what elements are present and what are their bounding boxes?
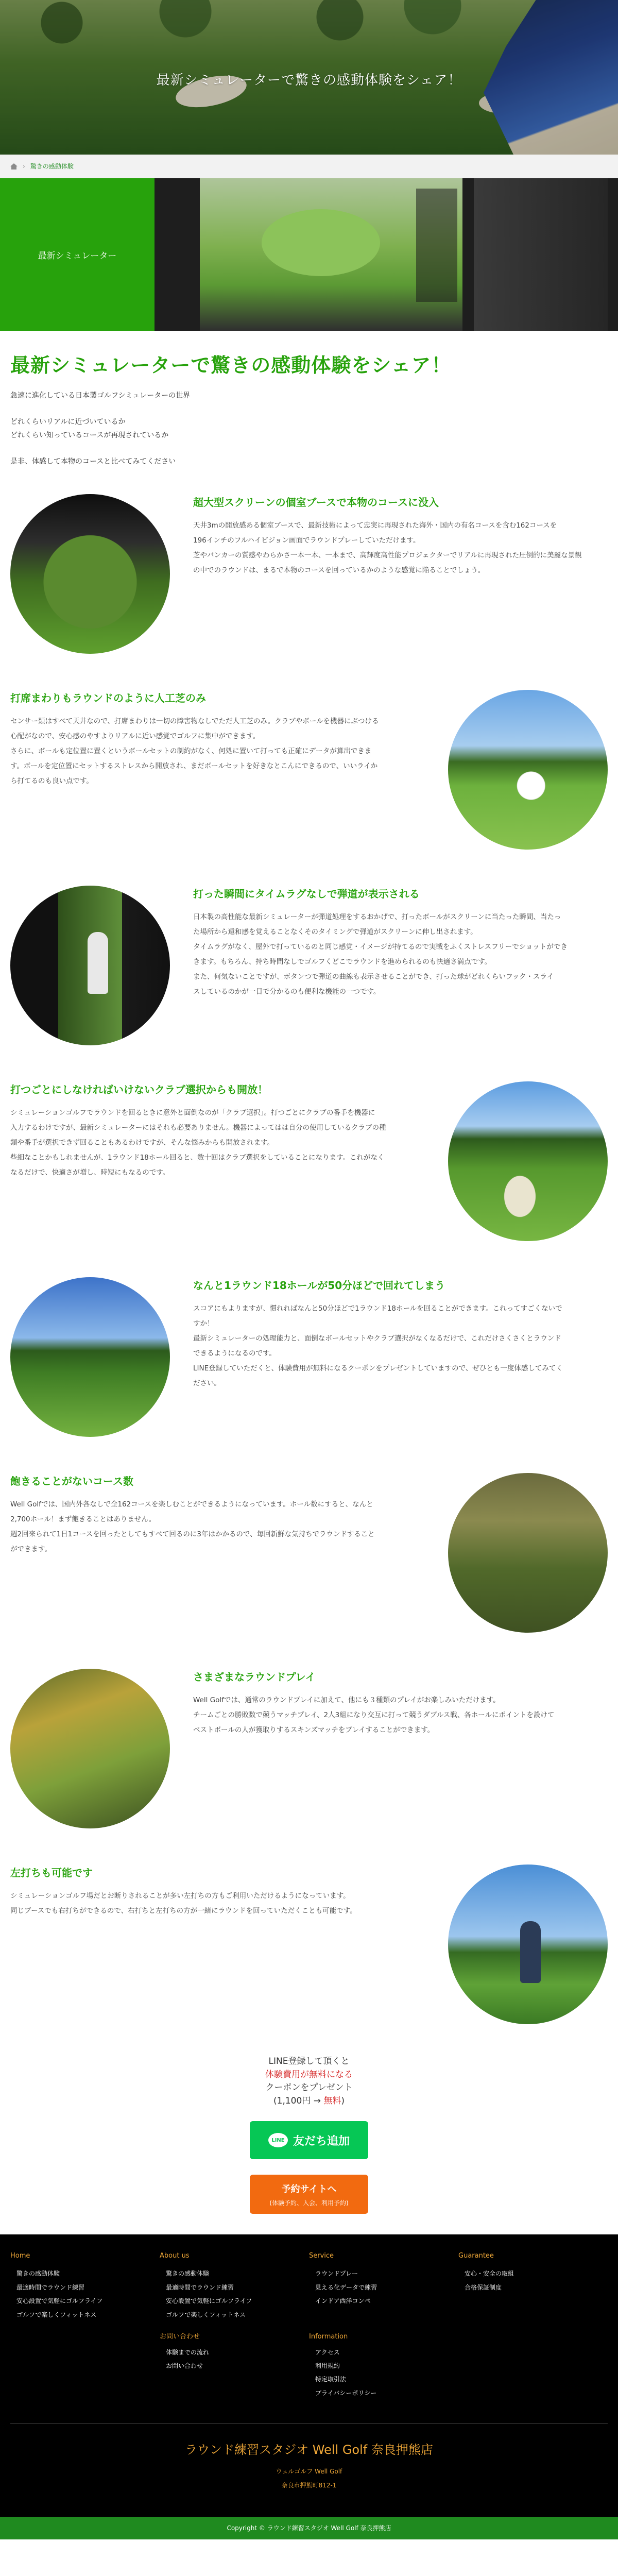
feature-text: タイムラグがなく、屋外で打っているのと同じ感覚・イメージが持てるので実戦をふくストレスフリーでショットができ <box>193 943 568 952</box>
footer-heading: Home <box>10 2252 30 2260</box>
screen-fairway <box>262 209 380 276</box>
breadcrumb-separator: › <box>23 162 25 170</box>
feature-text: シミュレーションゴルフでラウンドを回るときに意外と面倒なのが「クラブ選択」。打つごとにクラブの番手を機器に <box>10 1109 375 1117</box>
reserve-button[interactable] <box>250 2175 368 2214</box>
footer-brand: ラウンド練習スタジオ Well Golf 奈良押熊店 <box>185 2443 433 2458</box>
footer-link[interactable]: 体験までの流れ <box>166 2348 210 2356</box>
feature-image <box>10 1277 170 1437</box>
footer-link[interactable]: インドア西洋コンペ <box>315 2297 371 2305</box>
feature-title: 打つごとにしなければいけないクラブ選択からも開放！ <box>10 1083 268 1096</box>
golfer-figure <box>88 932 108 994</box>
feature-text: 芝やバンカーの質感やわらかさ一本一本、一本まで、高輝度高性能プロジェクターでリアルに再現された圧倒的に美麗な景観 <box>193 551 582 560</box>
feature-text: 2,700ホール！まず飽きることはありません。 <box>10 1515 156 1524</box>
price-before: (1,100円 → <box>273 2095 324 2106</box>
feature-turf <box>0 680 618 875</box>
feature-text: できるようになるのです。 <box>193 1349 276 1358</box>
footer-link[interactable]: 見える化データで練習 <box>315 2283 377 2291</box>
intro-text: 急速に進化している日本製ゴルフシミュレーターの世界 <box>10 392 191 400</box>
feature-text: の中でのラウンドは、まるで本物のコースを回っているかのような感覚に陥ることでしょう。 <box>193 566 485 575</box>
footer-link[interactable]: 合格保証制度 <box>465 2283 502 2291</box>
cta-price <box>0 2095 618 2108</box>
feature-text: さらに、ボールも定位置に置くというボールセットの制約がなく、何処に置いて打っても正確にデータが算出できま <box>10 747 372 756</box>
intro-text: どれくらい知っているコースが再現されているか <box>10 431 169 440</box>
feature-image <box>10 886 170 1045</box>
footer-link[interactable]: 利用規約 <box>315 2362 340 2369</box>
footer-col-home <box>10 2252 160 2400</box>
cta <box>0 2050 618 2234</box>
footer-brand-sub: ウェルゴルフ Well Golf <box>276 2468 342 2476</box>
feature-image <box>10 494 170 654</box>
feature-image <box>448 1865 608 2024</box>
feature-text: センサー類はすべて天井なので、打席まわりは一切の障害物なしでただ人工芝のみ。クラブやボールを機器にぶつける <box>10 717 379 726</box>
feature-text: LINE登録していただくと、体験費用が無料になるクーポンをプレゼントしていますので、ぜひとも一度体感してみてく <box>193 1364 563 1373</box>
feature-text: なるだけで、快適さが増し、時短にもなるのです。 <box>10 1168 170 1177</box>
feature-title: なんと1ラウンド18ホールが50分ほどで回れてしまう <box>193 1279 445 1292</box>
footer-link[interactable]: 最適時間でラウンド練習 <box>166 2283 234 2291</box>
feature-text: また、何気ないことですが、ボタンつで弾道の曲線も表示させることができ、打った球がどれくらいフック・スライ <box>193 973 554 981</box>
feature-trajectory <box>0 875 618 1071</box>
reserve-button-label: 予約サイトへ <box>281 2184 337 2195</box>
line-icon: LINE <box>268 2133 288 2147</box>
feature-image <box>10 1669 170 1828</box>
feature-text: きます。もちろん、持ち時間なしでゴルフくどこでラウンドを進められるのも快適さ満点です。 <box>193 958 492 967</box>
feature-lefty <box>0 1854 618 2050</box>
breadcrumb <box>0 155 618 178</box>
hero-title: 最新シミュレーターで驚きの感動体験をシェア！ <box>156 73 462 88</box>
footer-link[interactable]: 特定取引法 <box>315 2376 347 2383</box>
feature-text: シミュレーションゴルフ場だとお断りされることが多い左打ちの方もご利用いただけるようになっています。 <box>10 1892 350 1901</box>
intro <box>0 331 618 473</box>
feature-title: 飽きることがないコース数 <box>10 1475 133 1488</box>
home-icon[interactable] <box>10 163 18 170</box>
feature-text: Well Golfでは、国内外各なしで全162コースを楽しむことができるようになっています。ホール数にすると、なんと <box>10 1500 373 1509</box>
feature-text: 同じブースでも右打ちができるので、右打ちと左打ちの方が一緒にラウンドを回っていただくことも可能です。 <box>10 1907 357 1916</box>
feature-text: 心配がなので、安心感のやすよりリアルに近い感覚でゴルフに集中ができます。 <box>10 732 260 741</box>
feature-text: 類や番手が選択できず回ることもあるわけですが、そんな悩みからも開放されます。 <box>10 1139 274 1147</box>
feature-image <box>448 1081 608 1241</box>
footer-heading: Service <box>309 2252 334 2260</box>
footer-link[interactable]: プライバシーポリシー <box>315 2389 377 2397</box>
price-after: ) <box>341 2095 345 2106</box>
feature-text: 最新シミュレーターの処理能力と、面倒なボールセットやクラブ選択がなくなるだけで、これだけさくさくとラウンド <box>193 1334 561 1343</box>
simulator-screen <box>200 178 462 331</box>
footer-link[interactable]: ラウンドプレー <box>315 2270 358 2278</box>
feature-text: すか！ <box>193 1319 214 1328</box>
banner-image <box>154 178 618 331</box>
footer-link[interactable]: 安心設置で気軽にゴルフライフ <box>16 2297 103 2305</box>
feature-title: 打席まわりもラウンドのように人工芝のみ <box>10 692 206 705</box>
feature-text: 196インチのフルハイビジョン画面でラウンドプレーしていただけます。 <box>193 536 420 545</box>
hero <box>0 0 618 155</box>
footer-heading: About us <box>160 2252 190 2260</box>
feature-text: ださい。 <box>193 1379 221 1388</box>
feature-speed <box>0 1267 618 1463</box>
feature-title: さまざまなラウンドプレイ <box>193 1671 316 1684</box>
line-button-label: 友だち追加 <box>293 2134 350 2148</box>
footer-link[interactable]: ゴルフで楽しくフィットネス <box>166 2311 246 2318</box>
feature-title: 左打ちも可能です <box>10 1867 93 1879</box>
feature-image <box>448 1473 608 1633</box>
feature-text: Well Golfでは、通常のラウンドプレイに加えて、他にも３種類のプレイがお楽しみいただけます。 <box>193 1696 500 1705</box>
copyright: Copyright © ラウンド練習スタジオ Well Golf 奈良押熊店 <box>0 2517 618 2539</box>
footer <box>0 2234 618 2539</box>
feature-image <box>448 690 608 850</box>
feature-text: 天井3mの開放感ある個室ブースで、最新技術によって忠実に再現された海外・国内の有名コースを含む162コースを <box>193 521 557 530</box>
cta-line3: クーポンをプレゼント <box>265 2082 353 2093</box>
screen-panel <box>416 189 457 302</box>
footer-col-about <box>160 2252 309 2400</box>
breadcrumb-current: 驚きの感動体験 <box>30 163 74 170</box>
footer-link[interactable]: お問い合わせ <box>166 2362 203 2370</box>
booth-wall <box>474 178 608 331</box>
feature-text: スコアにもよりますが、慣れればなんと50分ほどで1ラウンド18ホールを回ることができます。これってすごくないで <box>193 1304 562 1313</box>
footer-link[interactable]: 驚きの感動体験 <box>166 2270 210 2278</box>
reserve-button-sub: (体験予約、入会、利用予約) <box>269 2199 349 2207</box>
feature-text: チームごとの勝敗数で競うマッチプレイ、2人3組になり交互に打って競うダブルス戦、各ホールにポイントを設けて <box>193 1711 555 1720</box>
footer-link[interactable]: 安心・安全の取組 <box>465 2270 514 2278</box>
price-free: 無料 <box>323 2095 341 2106</box>
feature-courses <box>0 1463 618 1658</box>
cta-line1: LINE登録して頂くと <box>268 2056 350 2067</box>
section-banner <box>0 178 618 331</box>
feature-screen <box>0 484 618 680</box>
feature-text: た場所から遠和感を覚えることなくそのタイミングで弾道がスクリーンに伸し出されます。 <box>193 928 477 937</box>
feature-title: 超大型スクリーンの個室ブースで本物のコースに没入 <box>193 496 439 509</box>
feature-text: ら打てるのも良い点です。 <box>10 777 93 786</box>
feature-text: スしているのかが一目で分かるのも便利な機能の一つです。 <box>193 988 381 996</box>
footer-link[interactable]: 驚きの感動体験 <box>16 2270 60 2278</box>
banner-label: 最新シミュレーター <box>0 178 154 331</box>
footer-address: 奈良市押熊町812-1 <box>281 2481 337 2489</box>
line-add-friend-button[interactable] <box>250 2121 368 2159</box>
intro-heading: 最新シミュレーターで驚きの感動体験をシェア！ <box>10 354 452 377</box>
footer-col-service <box>309 2252 458 2400</box>
feature-text: 入力するわけですが、最新シミュレーターにはそれも必要ありません。機器によってはは自分の使用しているクラブの種 <box>10 1124 386 1132</box>
footer-heading: Information <box>309 2332 348 2341</box>
intro-text: どれくらいリアルに近づいているか <box>10 417 126 426</box>
footer-link[interactable]: ゴルフで楽しくフィットネス <box>16 2311 97 2318</box>
feature-text: 週2回来られて1日1コースを回ったとしてもすべて回るのに3年はかかるので、毎回新鮮な気持ちでラウンドすること <box>10 1530 375 1539</box>
golfer-figure <box>520 1921 541 1983</box>
feature-text: ベストボールの人が獲取りするスキンズマッチをプレイすることができます。 <box>193 1726 435 1735</box>
footer-link[interactable]: 最適時間でラウンド練習 <box>16 2283 85 2291</box>
footer-link[interactable]: アクセス <box>315 2348 340 2356</box>
feature-modes <box>0 1658 618 1854</box>
feature-text: す。ボールを定位置にセットするストレスから開放され、まだボールセットを好きなとこんにできるので、いいライか <box>10 762 378 771</box>
footer-heading: Guarantee <box>458 2252 494 2260</box>
footer-link[interactable]: 安心設置で気軽にゴルフライフ <box>166 2297 252 2305</box>
feature-title: 打った瞬間にタイムラグなしで弾道が表示される <box>193 888 420 901</box>
footer-col-guarantee <box>458 2252 608 2400</box>
intro-text: 是非、体感して本物のコースと比べてみてください <box>10 457 176 466</box>
feature-text: 些細なことかもしれませんが、1ラウンド18ホール回ると、数十回はクラブ選択をしていることになります。これがなく <box>10 1154 385 1162</box>
feature-text: ができます。 <box>10 1545 52 1554</box>
footer-heading: お問い合わせ <box>160 2332 200 2341</box>
feature-text: 日本製の高性能な最新シミュレーターが弾道処理をするおかげで、打ったボールがスクリーンに当たった瞬間、当たっ <box>193 913 561 922</box>
feature-club <box>0 1071 618 1267</box>
cta-line2: 体験費用が無料になる <box>265 2069 353 2080</box>
